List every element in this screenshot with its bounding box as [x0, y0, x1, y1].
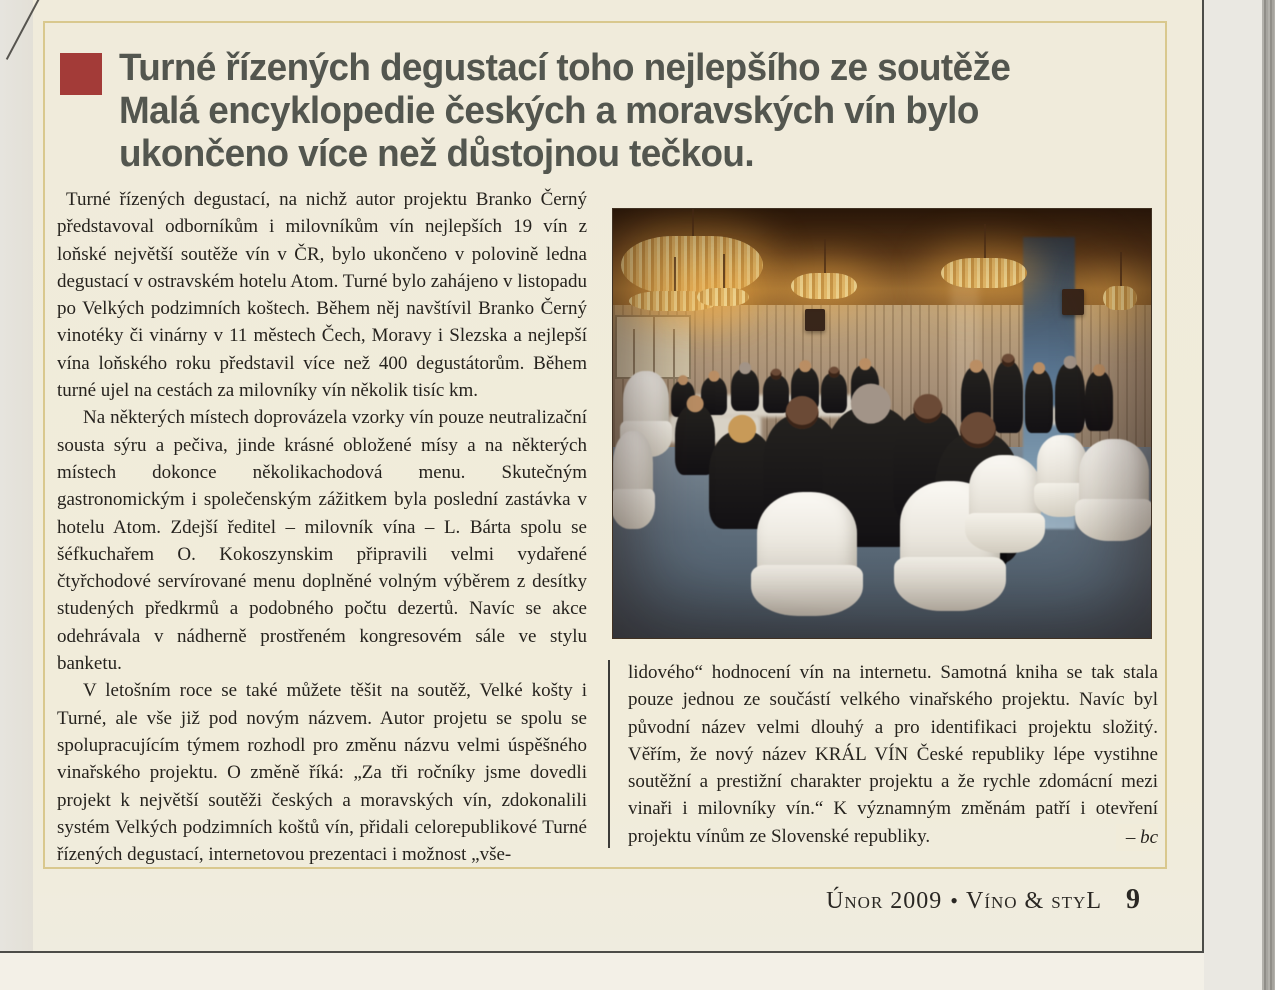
- article-photo: [612, 208, 1152, 639]
- headline-line-1: Turné řízených degustací toho nejlepšího ze soutěže: [119, 47, 1011, 89]
- footer-separator: •: [950, 888, 958, 913]
- photo-vignette: [613, 209, 1151, 638]
- paragraph: [628, 659, 1158, 850]
- author-byline: – bc: [1116, 824, 1158, 851]
- headline-line-2: Malá encyklopedie českých a moravských vín bylo: [119, 90, 979, 132]
- paragraph: Na některých místech doprovázela vzorky vín pouze neutralizační sousta sýru a pečiva, jinde krásné obložené mísy a na některých místech dokonce několikachodová menu. Skutečným gastronomickým i společenským zážitkem byla poslední zastávka v hotelu Atom. Zdejší ředitel – milovník vína – L. Bárta spolu se šéfkuchařem O. Kokoszynskim připravili velmi vydařené čtyřchodové servírované menu doplněné volným výběrem z desítky studených předkrmů a podobného počtu dezertů. Navíc se akce odehrávala v nádherně prostřeném kongresovém sále ve stylu banketu.: [57, 407, 587, 675]
- headline-line-3: ukončeno více než důstojnou tečkou.: [119, 133, 755, 175]
- page-number: 9: [1126, 884, 1140, 915]
- book-spine-edge: [1262, 0, 1275, 990]
- paragraph: Turné řízených degustací, na nichž autor projektu Branko Černý představoval odborníkům i milovníkům vín nejlepších 19 vín z loňské největší soutěže vín v ČR, bylo ukončeno v polovině ledna degustací v ostravském hotelu Atom. Turné bylo zahájeno v listopadu po Velkých podzimních koštech. Během něj navštívil Branko Černý vinotéky či vinárny v 11 městech Čech, Moravy i Slezska a nejlepší vína loňského roku představil více než 400 degustátorům. Během turné ujel na cestách za milovníky vín několik tisíc km.: [57, 189, 587, 402]
- article-left-column: [57, 186, 587, 868]
- column-divider-rule: [608, 660, 610, 848]
- scan-right-margin: [1204, 0, 1262, 990]
- article-right-column: [628, 659, 1158, 850]
- footer-magazine-name: Víno & styL: [966, 888, 1102, 914]
- page-footer: [600, 884, 1140, 916]
- scan-left-margin: [0, 0, 33, 952]
- paragraph: V letošním roce se také můžete těšit na soutěž, Velké košty i Turné, ale vše již pod novým názvem. Autor projetu se spolu se spolupracujícím týmem rozhodl pro změnu názvu velmi úspěšného vinařského projektu. O změně říká: „Za tři ročníky jsme dovedli projekt k největší soutěži českých a moravských vín, zdokonalili systém Velkých podzimních koštů vín, přidali celorepublikové Turné řízených degustací, internetovou prezentaci i možnost „vše-: [57, 680, 587, 866]
- article-headline: [119, 47, 1139, 176]
- paragraph-text: lidového“ hodnocení vín na internetu. Samotná kniha se tak stala pouze jednou ze součástí velkého vinařského projektu. Navíc byl původní název velmi dlouhý a pro identifikaci projektu složitý. Věřím, že nový název KRÁL VÍN České republiky lépe vystihne soutěžní a prestižní charakter projektu a že rychle zdomácní mezi vinaři i milovníky vín.“ K významným změnám patří i otevření projektu vínům ze Slovenské republiky.: [628, 662, 1158, 847]
- footer-issue-date: Únor 2009: [826, 888, 943, 914]
- headline-marker-square: [60, 53, 102, 95]
- scan-bottom-strip: [0, 953, 1262, 990]
